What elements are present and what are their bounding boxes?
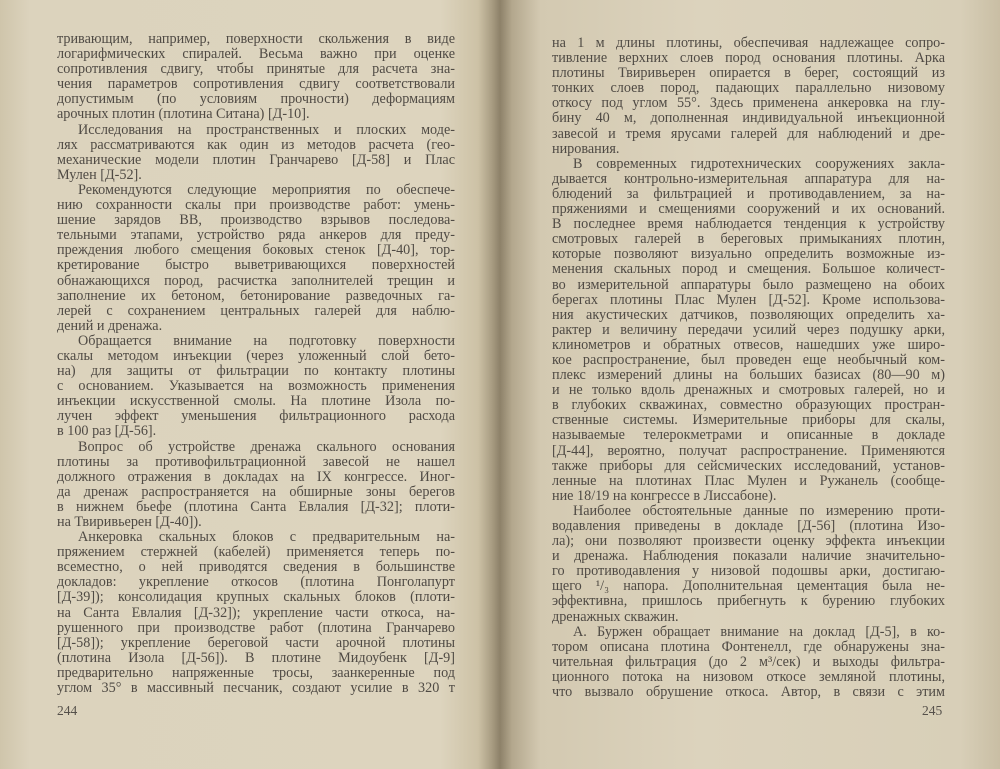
text-line: чения параметров сопротивления сдвигу соответствовали (57, 76, 455, 93)
text-line: логарифмических спиралей. Весьма важно при оценке (57, 46, 455, 63)
text-line: эффективна, пришлось прибегнуть к бурению глубоких (552, 593, 945, 610)
text-line: (плотина Изола [Д-56]). В плотине Мидоубенк [Д-9] (57, 649, 455, 666)
text-line: тельными этапами, устройство ряда анкеров для преду- (57, 227, 455, 244)
text-line: также приборы для сейсмических исследований, установ- (552, 457, 945, 474)
text-line: скалы методом инъекции (через уложенный слой бето- (57, 347, 455, 364)
text-line: Наиболее обстоятельные данные по измерению проти- (573, 502, 945, 519)
text-line: [Д-39]); консолидация крупных скальных блоков (плоти- (57, 589, 455, 606)
paragraph (552, 625, 945, 700)
text-line: кретирование быстро выветривающихся поверхностей (57, 257, 455, 274)
text-line: преждения любого смещения боковых стенок [Д-40], тор- (57, 242, 455, 259)
paragraph (57, 334, 455, 440)
text-line: ленные на плотинах Плас Мулен и Ружанель (сообще- (552, 472, 945, 489)
text-line: тривающим, например, поверхности скольжения в виде (57, 31, 455, 47)
text-line: дренажных скважин. (552, 608, 679, 625)
text-line: кое распространение, был проведен еще необычный ком- (552, 351, 945, 368)
paragraph (57, 530, 455, 696)
text-line: клинометров и обратных отвесов, нашедших уже широ- (552, 336, 945, 353)
text-line: допустимым (по условиям прочности) деформациям (57, 91, 455, 108)
text-line: должного отражения в докладах на IX конгрессе. Иног- (57, 468, 455, 485)
text-line: шение зарядов ВВ, производство взрывов последова- (57, 212, 455, 229)
text-line: на 1 м длины плотины, обеспечивая надлежащее сопро- (552, 35, 945, 51)
text-line: которые позволяют визуально определить возможные из- (552, 246, 945, 263)
page-number-left: 244 (57, 703, 78, 718)
text-line: в глубоких скважинах, совместно образующих простран- (552, 397, 945, 414)
page-number-right: 245 (922, 703, 943, 718)
text-line: на Твиривьерен [Д-40]). (57, 514, 202, 530)
text-line: Исследования на пространственных и плоских моде- (78, 121, 455, 138)
text-line: рактер и величину передачи усилий через подушку арки, (552, 321, 945, 338)
text-line: и не только вдоль дренажных и смотровых галерей, но и (552, 382, 945, 399)
right-page-text (552, 36, 945, 700)
text-line: ственные системы. Измерительные приборы для скалы, (552, 412, 945, 429)
paragraph (552, 504, 945, 625)
text-line: Вопрос об устройстве дренажа скального основания (78, 438, 455, 455)
paragraph (57, 123, 455, 183)
left-page-text (57, 32, 455, 696)
text-line: смотровых галерей в береговых примыканиях плотин, (552, 231, 945, 248)
text-line: плотины Твиривьерен опирается в берег, состоящий из (552, 65, 945, 82)
text-line: пряжением стержней (кабелей) применяется теперь по- (57, 544, 455, 561)
text-line: что вызвало обрушение откоса. Автор, в связи с этим (552, 684, 945, 701)
text-line: ние 18/19 на конгрессе в Лиссабоне). (552, 487, 777, 504)
text-line: плекс измерений длины на больших базисах (80—90 м) (552, 367, 945, 384)
text-line: рушенного при производстве работ (плотина Гранчарево (57, 619, 455, 636)
text-line: [Д-58]); укрепление береговой части арочной плотины (57, 634, 455, 651)
text-line: в нижнем бьефе (плотина Санта Евлалия [Д-32]; плоти- (57, 498, 455, 515)
text-line: всеместно, о ней приводятся сведения в большинстве (57, 559, 455, 576)
text-line: тонких слоев пород, падающих параллельно низовому (552, 80, 945, 97)
text-line: В современных гидротехнических сооружениях закла- (573, 155, 945, 172)
text-line: нирования. (552, 140, 620, 157)
text-line: ла); они позволяют произвести оценку эффекта инъекции (552, 533, 945, 550)
paragraph (57, 183, 455, 334)
text-line: го противодавления у низовой подошвы арки, достигаю- (552, 563, 945, 580)
text-line: щего ¹/₃ напора. Дополнительная цементация была не- (552, 578, 945, 595)
text-line: тивление верхних слоев пород основания плотины. Арка (552, 50, 945, 67)
text-line: дений и дренажа. (57, 317, 163, 334)
text-line: углом 35° в массивный песчаник, создают усилие в 320 т (57, 680, 455, 697)
text-line: завесой и тремя ярусами галерей для наблюдений и дре- (552, 125, 945, 142)
text-line: плотины за противофильтрационной завесой не нашел (57, 453, 455, 470)
text-line: Анкеровка скальных блоков с предварительным на- (78, 529, 455, 546)
text-line: механические модели плотин Гранчарево [Д-58] и Плас (57, 151, 455, 168)
text-line: лях рассматриваются как один из методов расчета (гео- (57, 136, 455, 153)
text-line: пряжениями и смещениями сооружений и их оснований. (552, 201, 945, 218)
text-line: дывается контрольно-измерительная аппаратура для на- (552, 170, 945, 187)
text-line: бину 40 м, дополненная индивидуальной инъекционной (552, 110, 945, 127)
text-line: нию сохранности скалы при производстве работ: умень- (57, 197, 455, 214)
text-line: чительная фильтрация (до 2 м³/сек) и выходы фильтра- (552, 653, 945, 670)
text-line: заполнение их бетоном, бетонирование разведочных га- (57, 287, 455, 304)
text-line: докладов: укрепление откосов (плотина Понголапурт (57, 574, 455, 591)
text-line: во измерительной аппаратуры было размещено на обоих (552, 276, 945, 293)
text-line: Рекомендуются следующие мероприятия по обеспече- (78, 181, 455, 198)
text-line: менения скальных пород и смещения. Большое количест- (552, 261, 945, 278)
text-line: арочных плотин (плотина Ситана) [Д-10]. (57, 106, 310, 123)
text-line: откосу под углом 55°. Здесь применена анкеровка на глу- (552, 95, 945, 112)
text-line: Обращается внимание на подготовку поверхности (78, 332, 455, 349)
text-line: ционного потока на низовом откосе земляной плотины, (552, 668, 945, 685)
text-line: инъекции искусственной смолы. На плотине Изола по- (57, 393, 455, 410)
text-line: на Санта Евлалия [Д-32]); укрепление части откоса, на- (57, 604, 455, 621)
text-line: предварительно напряженные тросы, заанкеренные под (57, 664, 455, 681)
text-line: В последнее время наблюдается тенденция к устройству (552, 216, 945, 233)
text-line: обнажающихся пород, расчистка заполнителей трещин и (57, 272, 455, 289)
text-line: на) для защиты от фильтрации по контакту плотины (57, 363, 455, 380)
text-line: блюдений за фильтрацией и противодавлением, за на- (552, 185, 945, 202)
paragraph (57, 32, 455, 123)
text-line: Мулен [Д-52]. (57, 166, 142, 183)
text-line: в 100 раз [Д-56]. (57, 423, 157, 440)
paragraph (57, 440, 455, 531)
text-line: сопротивления сдвигу, чтобы принятые для расчета зна- (57, 61, 455, 78)
text-line: тором описана плотина Фонтенелл, где обнаружены зна- (552, 638, 945, 655)
text-line: А. Буржен обращает внимание на доклад [Д-5], в ко- (573, 623, 945, 640)
text-line: с основанием. Указывается на возможность применения (57, 378, 455, 395)
text-line: лерей с сохранением центральных галерей для наблю- (57, 302, 455, 319)
text-line: водавления приведены в докладе [Д-56] (плотина Изо- (552, 518, 945, 534)
text-line: лучен эффект уменьшения фильтрационного расхода (57, 408, 455, 425)
paragraph (552, 36, 945, 157)
text-line: [Д-44], вероятно, получат распространение. Применяются (552, 442, 945, 459)
text-line: называемые телерокметрами и описанные в докладе (552, 427, 945, 444)
text-line: берегах плотины Плас Мулен [Д-52]. Кроме использова- (552, 291, 945, 308)
paragraph (552, 157, 945, 504)
text-line: ния акустических датчиков, позволяющих определить ха- (552, 306, 945, 323)
text-line: да дренаж распространяется на обширные зоны берегов (57, 483, 455, 500)
text-line: и дренажа. Наблюдения показали наличие значительно- (552, 548, 945, 565)
